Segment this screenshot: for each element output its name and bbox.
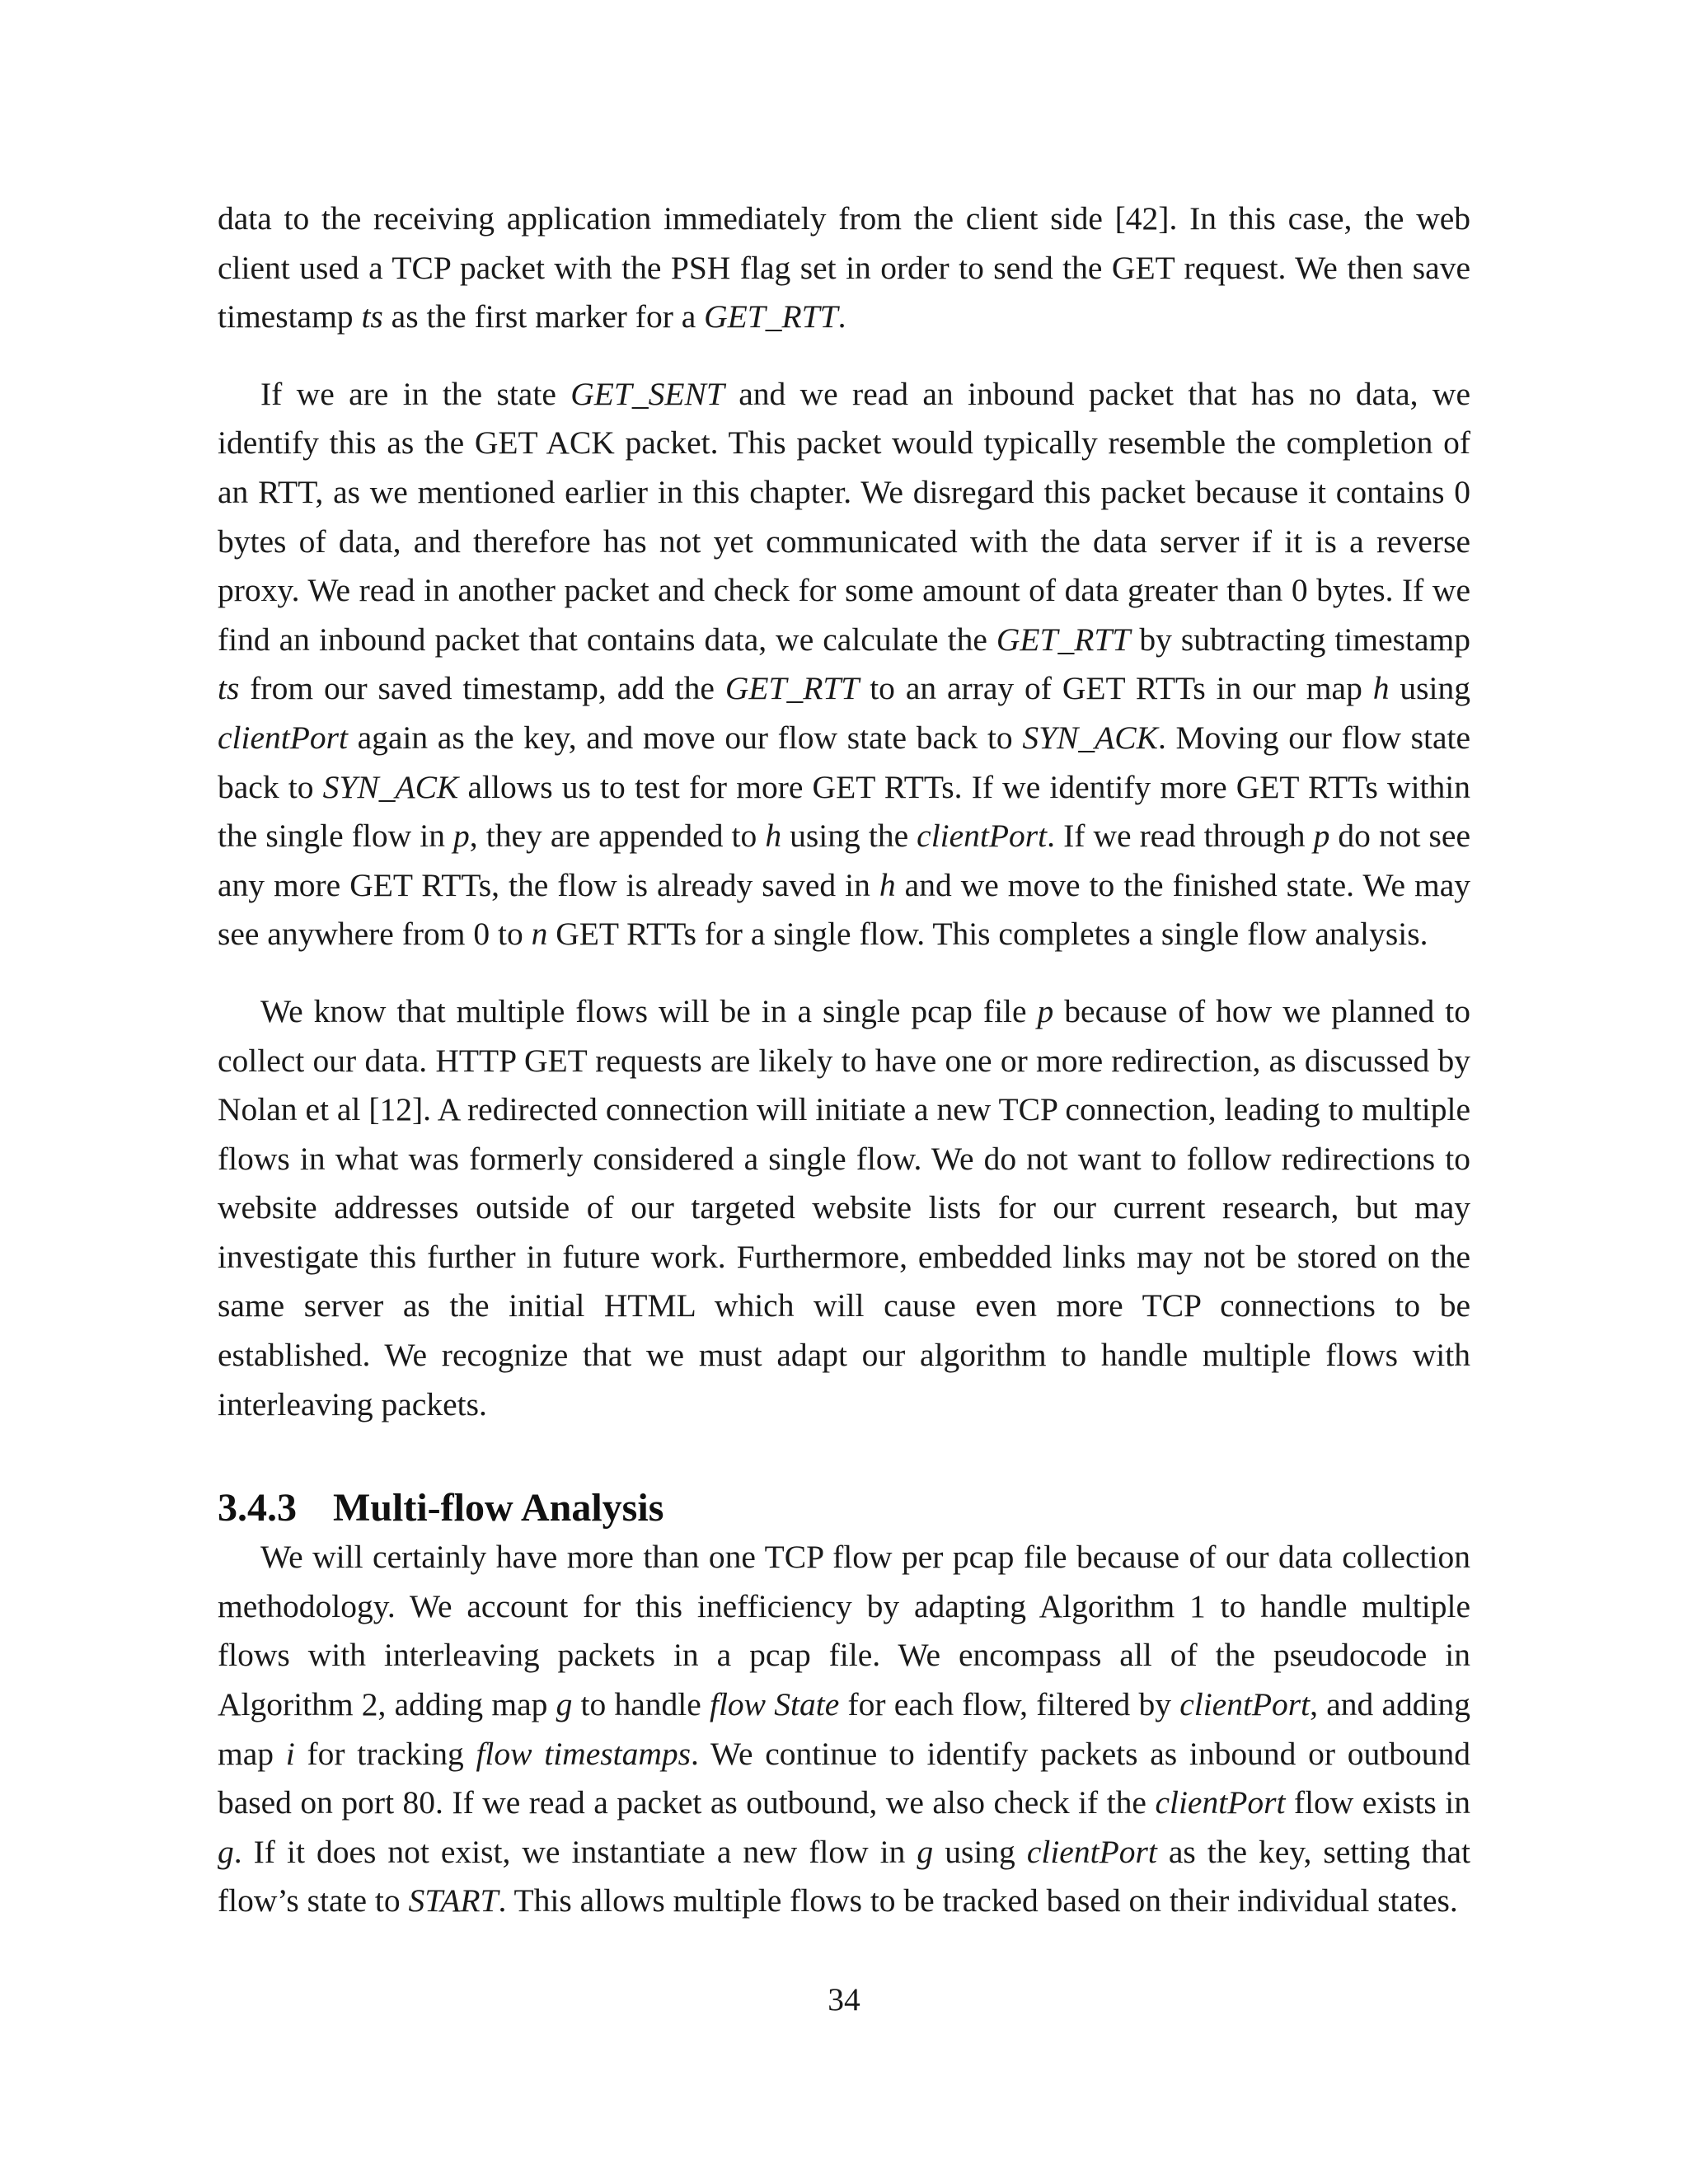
text-run: using: [1389, 670, 1470, 707]
text-run: data to the receiving application immediately from the client side [42]. In this case, the web client used a TCP packet with the PSH flag set in order to send the GET request. We then save timestamp: [218, 200, 1470, 335]
text-run: . We continue to identify packets as inbound or outbound based on port 80. If we read a packet as outbound, we also check if the: [218, 1735, 1471, 1821]
text-run: .: [837, 298, 846, 335]
math-variable: ts: [218, 670, 240, 707]
text-run: as the key, setting that flow’s state to: [218, 1833, 1470, 1919]
math-variable: g: [917, 1833, 934, 1870]
math-variable: i: [285, 1735, 295, 1772]
paragraph-group-intro: [218, 194, 1470, 1429]
text-run: , they are appended to: [469, 818, 766, 855]
paragraph-group-section: [218, 1533, 1470, 1926]
section-number: 3.4.3: [218, 1486, 297, 1530]
text-run: as the first marker for a: [382, 298, 705, 335]
text-run: to an array of GET RTTs in our map: [859, 670, 1373, 707]
math-variable: h: [1372, 670, 1390, 707]
math-variable: ts: [361, 298, 383, 335]
math-variable: h: [765, 818, 782, 855]
math-variable: GET_SENT: [570, 375, 724, 412]
text-run: using the: [781, 818, 917, 855]
math-variable: g: [218, 1833, 234, 1870]
page-number: 34: [828, 1981, 860, 2018]
text-run: and we read an inbound packet that has no data, we identify this as the GET ACK packet. This packet would typically resemble the completion of an RTT, as we mentioned earlier in this chapter. We disregard this packet because it contains 0 bytes of data, and therefore has not yet communicated with the data server if it is a reverse proxy. We read in another packet and check for some amount of data greater than 0 bytes. If we find an inbound packet that contains data, we calculate the: [218, 375, 1470, 658]
text-run: for each flow, filtered by: [839, 1686, 1180, 1723]
text-run: because of how we planned to collect our data. HTTP GET requests are likely to have one or more redirection, as discussed by Nolan et al [12]. A redirected connection will initiate a new TCP connection, leading to multiple flows in what was formerly considered a single flow. We do not want to follow redirections to website addresses outside of our targeted website lists for our current research, but may investigate this further in future work. Furthermore, embedded links may not be stored on the same server as the initial HTML which will cause even more TCP connections to be established. We recognize that we must adapt our algorithm to handle multiple flows with interleaving packets.: [218, 992, 1471, 1422]
text-run: allows us to test for more GET RTTs. If we identify more GET RTTs within the single flow in: [218, 768, 1470, 855]
text-run: . This allows multiple flows to be tracked based on their individual states.: [498, 1882, 1458, 1919]
math-variable: GET_RTT: [996, 621, 1131, 658]
body-text: [218, 194, 1470, 1926]
math-variable: p: [1037, 992, 1054, 1029]
math-variable: p: [1313, 818, 1330, 855]
text-run: using: [933, 1833, 1027, 1870]
math-variable: h: [879, 866, 896, 903]
math-variable: GET_RTT: [724, 670, 860, 707]
text-run: for tracking: [294, 1735, 476, 1772]
math-variable: clientPort: [1026, 1833, 1157, 1870]
math-variable: clientPort: [1179, 1686, 1311, 1723]
math-variable: SYN_ACK: [1022, 719, 1158, 756]
text-run: from our saved timestamp, add the: [239, 670, 725, 707]
text-run: do not see any more GET RTTs, the flow is already saved in: [218, 818, 1470, 903]
text-run: to handle: [572, 1686, 710, 1723]
math-variable: START: [408, 1882, 499, 1919]
math-variable: p: [453, 818, 470, 855]
math-variable: g: [556, 1686, 573, 1723]
section-heading: [218, 1483, 1470, 1533]
math-variable: SYN_ACK: [322, 768, 459, 805]
text-run: and we move to the finished state. We may see anywhere from 0 to: [218, 866, 1470, 953]
text-run: by subtracting timestamp: [1130, 621, 1470, 658]
math-variable: flow timestamps: [476, 1735, 691, 1772]
text-run: We know that multiple flows will be in a single pcap file: [260, 992, 1038, 1029]
paragraph: [218, 194, 1470, 342]
text-run: again as the key, and move our flow state back to: [347, 719, 1023, 756]
math-variable: GET_RTT: [704, 298, 838, 335]
section-title: Multi-flow Analysis: [333, 1486, 664, 1530]
math-variable: n: [531, 916, 548, 953]
paragraph: [218, 987, 1470, 1429]
text-run: flow exists in: [1285, 1784, 1471, 1821]
text-run: , and adding map: [218, 1686, 1470, 1772]
paragraph: [218, 1533, 1470, 1926]
math-variable: clientPort: [1155, 1784, 1286, 1821]
text-run: If we are in the state: [260, 375, 571, 412]
math-variable: clientPort: [218, 719, 348, 756]
text-run: . If it does not exist, we instantiate a new flow in: [233, 1833, 917, 1870]
math-variable: clientPort: [917, 818, 1048, 855]
math-variable: flow State: [709, 1686, 840, 1723]
text-run: . Moving our flow state back to: [218, 719, 1470, 805]
text-run: We will certainly have more than one TCP flow per pcap file because of our data collection methodology. We account for this inefficiency by adapting Algorithm 1 to handle multiple flows with interleaving packets in a pcap file. We encompass all of the pseudocode in Algorithm 2, adding map: [218, 1539, 1470, 1723]
paragraph: [218, 370, 1470, 959]
text-run: . If we read through: [1047, 818, 1314, 855]
text-run: GET RTTs for a single flow. This completes a single flow analysis.: [547, 916, 1428, 953]
